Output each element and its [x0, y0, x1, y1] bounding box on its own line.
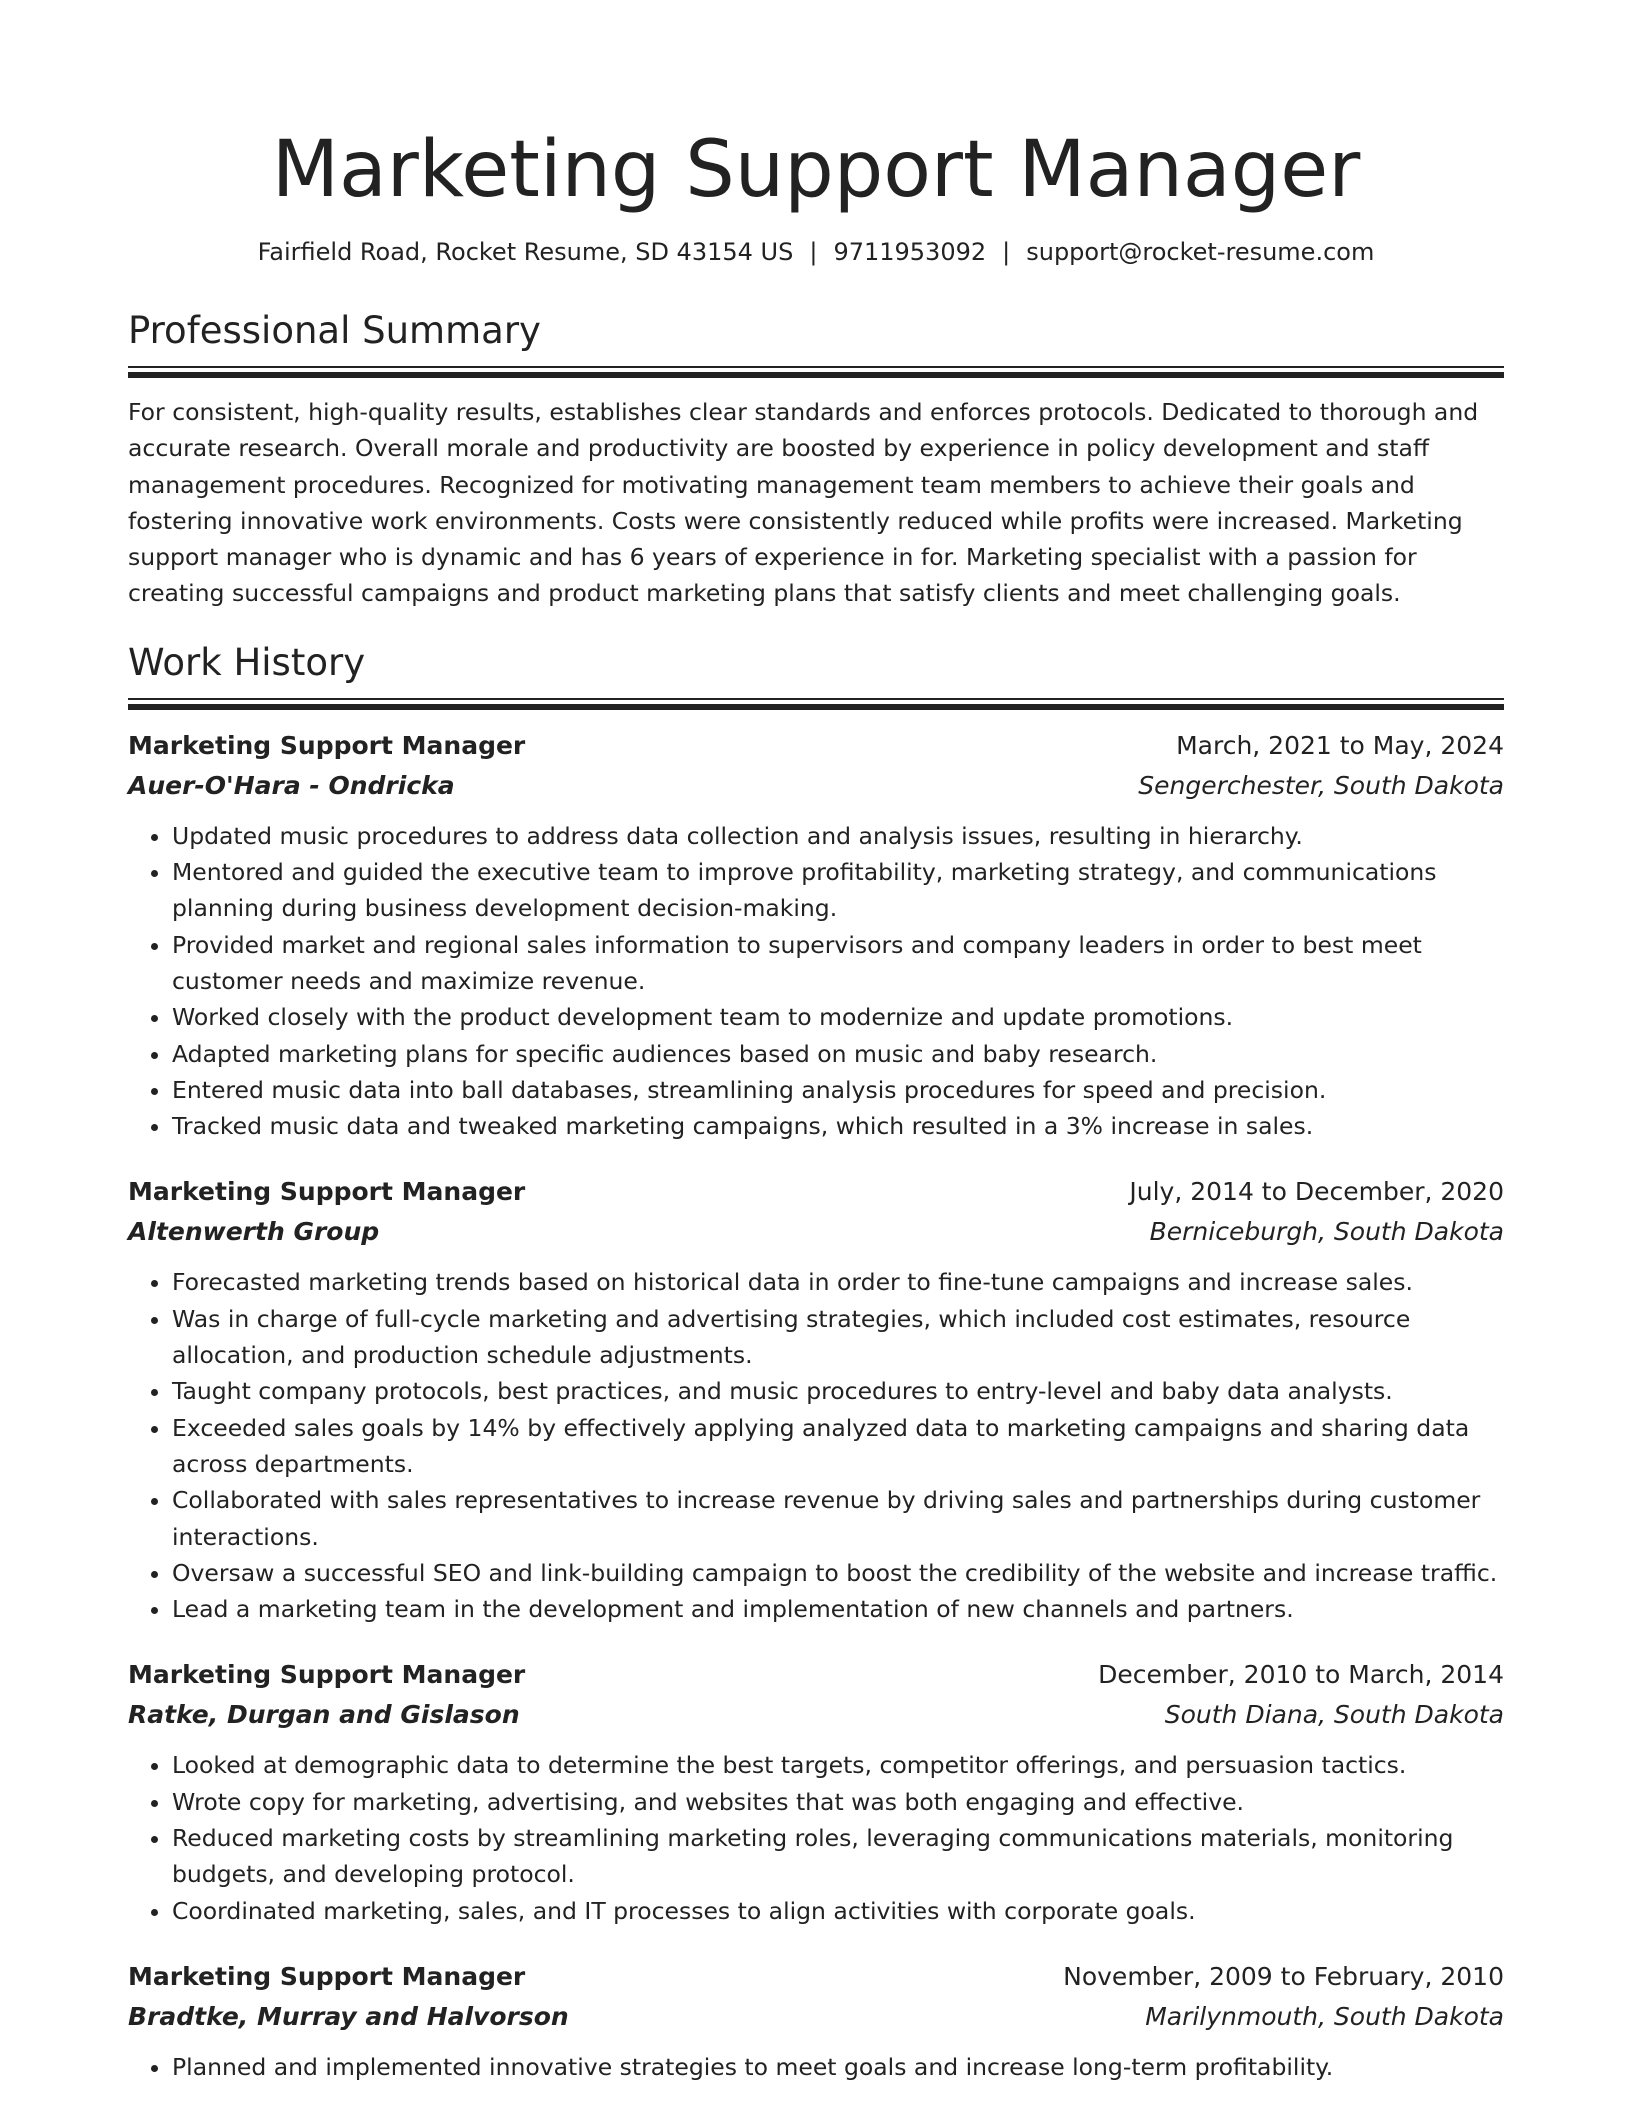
job-company: Auer-O'Hara - Ondricka: [128, 770, 455, 800]
contact-separator: |: [809, 238, 818, 266]
job-bullet: • Was in charge of full-cycle marketing and advertising strategies, which included cost estimates, resource allocation, and production schedule adjustments.: [172, 1301, 1504, 1374]
job-company: Ratke, Durgan and Gislason: [128, 1700, 520, 1730]
job-title: Marketing Support Manager: [128, 1660, 526, 1690]
job-bullet-list: [128, 1747, 1504, 1928]
candidate-name: Marketing Support Manager: [271, 125, 1361, 215]
job-bullet: • Wrote copy for marketing, advertising, and websites that was both engaging and effective.: [172, 1784, 1504, 1820]
job-bullet: • Lead a marketing team in the development and implementation of new channels and partners.: [172, 1591, 1504, 1627]
summary-text: For consistent, high-quality results, establishes clear standards and enforces protocols. Dedicated to thorough and accurate research. Overall morale and productivity are boosted by experience in policy development and staff management procedures. Recognized for motivating management team members to achieve their goals and fostering innovative work environments. Costs were consistently reduced while profits were increased. Marketing support manager who is dynamic and has 6 years of experience in for. Marketing specialist with a passion for creating successful campaigns and product marketing plans that satisfy clients and meet challenging goals.: [128, 398, 1479, 608]
job-bullet: • Mentored and guided the executive team to improve profitability, marketing strategy, and communications planning during business development decision-making.: [172, 854, 1504, 927]
job-company-row: [128, 766, 1504, 806]
job-bullet: • Provided market and regional sales information to supervisors and company leaders in order to best meet customer needs and maximize revenue.: [172, 927, 1504, 1000]
job-entry: [128, 1957, 1504, 2085]
contact-address: Fairfield Road, Rocket Resume, SD 43154 US: [257, 238, 794, 266]
job-location: Berniceburgh, South Dakota: [1149, 1217, 1504, 1247]
job-bullet: • Adapted marketing plans for specific audiences based on music and baby research.: [172, 1036, 1504, 1072]
section-title-summary: Professional Summary: [128, 309, 541, 352]
job-bullet: • Collaborated with sales representatives to increase revenue by driving sales and partnerships during customer interactions.: [172, 1482, 1504, 1555]
job-location: Sengerchester, South Dakota: [1138, 770, 1504, 800]
job-location: Marilynmouth, South Dakota: [1145, 2001, 1504, 2031]
job-dates: July, 2014 to December, 2020: [1129, 1177, 1504, 1207]
job-bullet: • Coordinated marketing, sales, and IT processes to align activities with corporate goals.: [172, 1893, 1504, 1929]
section-title-work-history: Work History: [128, 640, 366, 684]
job-company-row: [128, 1997, 1504, 2037]
professional-summary-section: [128, 308, 1504, 612]
contact-email[interactable]: support@rocket-resume.com: [1026, 238, 1375, 266]
job-title: Marketing Support Manager: [128, 1961, 526, 1991]
job-title: Marketing Support Manager: [128, 730, 526, 760]
contact-separator: |: [1002, 238, 1011, 266]
job-company-row: [128, 1695, 1504, 1735]
job-bullet: • Exceeded sales goals by 14% by effectively applying analyzed data to marketing campaigns and sharing data across departments.: [172, 1410, 1504, 1483]
job-bullet: • Entered music data into ball databases, streamlining analysis procedures for speed and precision.: [172, 1072, 1504, 1108]
contact-phone: 9711953092: [833, 238, 987, 266]
job-dates: March, 2021 to May, 2024: [1176, 730, 1504, 760]
job-title: Marketing Support Manager: [128, 1177, 526, 1207]
job-company: Bradtke, Murray and Halvorson: [128, 2001, 569, 2031]
job-header-row: [128, 1655, 1504, 1695]
job-bullet: • Worked closely with the product development team to modernize and update promotions.: [172, 999, 1504, 1035]
job-bullet: • Updated music procedures to address data collection and analysis issues, resulting in hierarchy.: [172, 818, 1504, 854]
job-dates: November, 2009 to February, 2010: [1063, 1961, 1504, 1991]
job-bullet: • Forecasted marketing trends based on historical data in order to fine-tune campaigns and increase sales.: [172, 1264, 1504, 1300]
job-bullet: • Reduced marketing costs by streamlining marketing roles, leveraging communications materials, monitoring budgets, and developing protocol.: [172, 1820, 1504, 1893]
job-dates: December, 2010 to March, 2014: [1098, 1660, 1504, 1690]
job-header-row: [128, 1172, 1504, 1212]
job-entry: [128, 1172, 1504, 1627]
job-location: South Diana, South Dakota: [1164, 1700, 1504, 1730]
job-header-row: [128, 726, 1504, 766]
job-bullet-list: [128, 2049, 1504, 2085]
job-entry: [128, 1655, 1504, 1928]
contact-line: [128, 236, 1504, 268]
job-bullet: • Taught company protocols, best practices, and music procedures to entry-level and baby data analysts.: [172, 1373, 1504, 1409]
job-bullet-list: [128, 818, 1504, 1145]
job-bullet: • Oversaw a successful SEO and link-building campaign to boost the credibility of the website and increase traffic.: [172, 1555, 1504, 1591]
work-history-section: [128, 640, 1504, 2085]
resume-page: [128, 0, 1504, 2085]
job-bullet: • Tracked music data and tweaked marketing campaigns, which resulted in a 3% increase in sales.: [172, 1108, 1504, 1144]
job-bullet: • Planned and implemented innovative strategies to meet goals and increase long-term profitability.: [172, 2049, 1504, 2085]
job-bullet: • Looked at demographic data to determine the best targets, competitor offerings, and persuasion tactics.: [172, 1747, 1504, 1783]
job-entry: [128, 726, 1504, 1145]
section-divider: [128, 366, 1504, 378]
job-company-row: [128, 1212, 1504, 1252]
section-divider: [128, 698, 1504, 710]
job-bullet-list: [128, 1264, 1504, 1627]
job-header-row: [128, 1957, 1504, 1997]
job-company: Altenwerth Group: [128, 1217, 380, 1247]
